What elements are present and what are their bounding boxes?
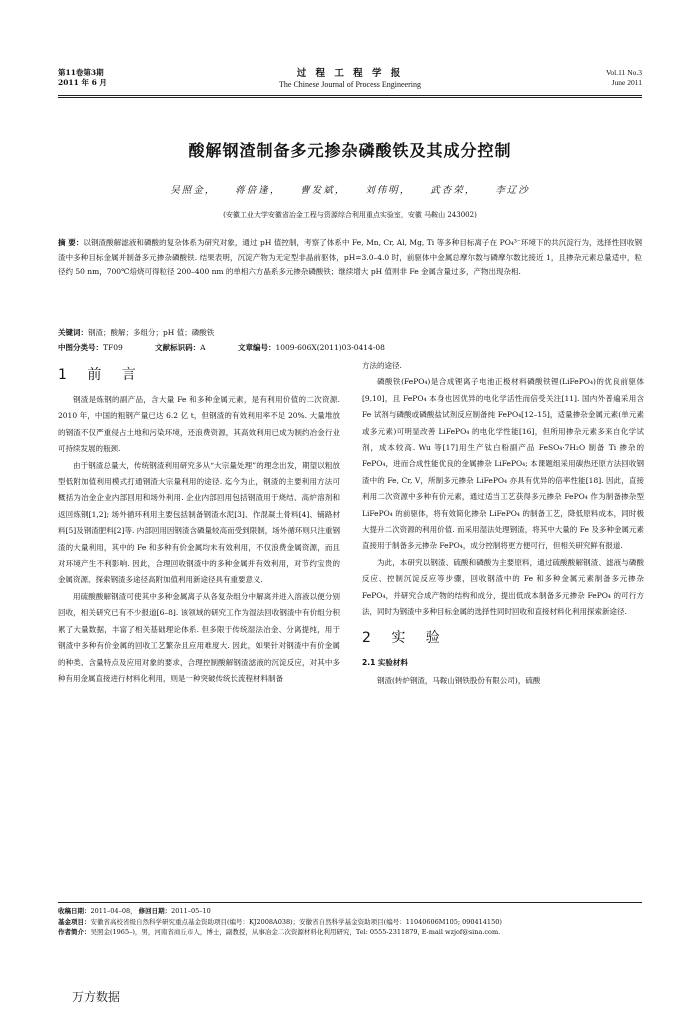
abstract-text: 以钢渣酸解滤液和磷酸的复杂体系为研究对象，通过 pH 值控制，考察了体系中 Fe, Mn, Cr, Al, Mg, Ti 等多种目标离子在 PO₄³⁻环境下的共沉淀行为，选择性回收钢渣中多种目标金属并制备多元掺杂磷酸铁. 结果表明，沉淀产物为无定型非晶前驱体，pH=3.0–4.0 时，前驱体中金属总摩尔数与磷摩尔数比接近 1，且掺杂元素总量适中，粒径约 50 nm，700℃焙烧可得粒径 200–400 nm 的单相六方晶系多元掺杂磷酸铁；继续增大 pH 值则非 Fe 金属含量过多，产物出现杂相.	[58, 238, 642, 276]
received-date: 2011–04–08，	[90, 907, 137, 915]
body-paragraph: 钢渣(转炉钢渣，马鞍山钢铁股份有限公司)，硫酸	[377, 675, 541, 685]
header-right	[606, 68, 642, 88]
fund-text: 安徽省高校省级自然科学研究重点基金资助项目(编号：KJ2008A038)；安徽省自然科学基金资助项目(编号：11040606M105; 090414150)	[90, 917, 502, 926]
keywords-text: 钢渣；酸解；多组分；pH 值；磷酸铁	[88, 328, 215, 337]
article-authors: 吴照金， 蒋倍逢， 曹发斌， 刘伟明， 武杏荣， 李辽沙	[170, 185, 530, 196]
footnote-author	[58, 927, 642, 938]
revised-label: 修回日期：	[138, 907, 172, 915]
date-en: June 2011	[611, 78, 642, 87]
article-no-label: 文章编号：	[237, 342, 276, 352]
header-center	[58, 68, 642, 90]
journal-header	[58, 68, 642, 94]
header-rule-thin	[58, 97, 642, 98]
footer-rule	[58, 902, 642, 903]
volume-issue-en: Vol.11 No.3	[605, 68, 642, 77]
article-title: 酸解钢渣制备多元掺杂磷酸铁及其成分控制	[188, 141, 512, 160]
right-column	[362, 358, 644, 689]
footnote-dates	[58, 906, 642, 917]
abstract-label: 摘 要：	[58, 238, 84, 247]
left-column	[58, 358, 340, 687]
body-paragraph: 方法的途径.	[362, 361, 402, 370]
doc-code-label: 文献标识码：	[155, 342, 201, 352]
body-paragraph: 用硫酸酸解钢渣可使其中多种金属离子从各复杂组分中解离并进入溶液以便分别回收，相关研究已有不少报道[6–8]. 该领域的研究工作为湿法回收钢渣中有价组分积累了大量数据，丰富了相关基础理论体系. 但多限于传统湿法冶金、分离提纯，用于钢渣中多种有价金属的回收工艺繁杂且应用难度大. 因此，如果针对钢渣中有价金属的种类、含量特点及应用对象的要求，合理控制酸解钢渣滤液的沉淀反应，对其中多种有用金属直接进行材料化利用，则是一种突破传统长流程材料制备	[58, 591, 340, 683]
clc-label: 中图分类号：	[58, 342, 103, 352]
header-rule	[58, 95, 642, 96]
doc-code-value: A	[200, 342, 206, 352]
keywords-meta	[58, 326, 642, 355]
body-paragraph: 由于钢渣总量大，传统钢渣利用研究多从“大宗量处理”的理念出发，期望以粗放型低附加值利用模式打通钢渣大宗量利用的途径. 迄今为止，钢渣的主要利用方法可概括为冶金企业内部回用和场外利用. 企业内部回用包括钢渣用于烧结、高炉溶剂和返回炼钢[1,2]; 场外循环利用主要包括制备钢渣水泥[3]、作混凝土骨料[4]、铺路材料[5]及钢渣肥料[2]等. 内部回用因钢渣含磷量较高而受到限制，场外循环则只注重钢渣的大量利用，其中的 Fe 和多种有价金属均未有效利用，不仅浪费金属资源，而且对环境产生不利影响. 因此，合理回收钢渣中的多种金属并有效利用，对节约宝贵的金属资源、探索钢渣多途径高附加值利用新途径具有重要意义.	[58, 460, 340, 585]
journal-name-en: The Chinese Journal of Process Engineering	[279, 80, 421, 89]
body-paragraph: 钢渣是炼钢的副产品，含大量 Fe 和多种金属元素，是有利用价值的二次资源. 2010 年，中国的粗钢产量已达 6.2 亿 t，但钢渣的有效利用率不足 20%. 大量堆放的钢渣不仅严重侵占土地和污染环境，还浪费资源，其高效利用已成为制约冶金行业可持续发展的瓶颈.	[58, 395, 340, 454]
author-bio-text: 吴照金(1965–)，男，河南省商丘市人，博士，副教授，从事冶金二次资源材料化利用研究，Tel: 0555-2311879, E-mail wzjof@sina.com.	[90, 928, 501, 936]
watermark: 万方数据	[72, 990, 121, 1004]
section-heading-intro: 1 前 言	[58, 367, 144, 383]
classification-line	[58, 341, 642, 356]
revised-date: 2011–05–10	[171, 907, 211, 915]
received-label: 收稿日期：	[58, 907, 91, 915]
fund-label: 基金项目：	[58, 917, 91, 926]
keywords-line	[58, 326, 642, 341]
date-zh: 2011 年 6 月	[58, 78, 107, 87]
body-paragraph: 磷酸铁(FePO₄)是合成锂离子电池正极材料磷酸铁锂(LiFePO₄)的优良前驱体[9,10]，且 FePO₄ 本身也因优异的电化学活性而倍受关注[11]. 国内外普遍采用含 Fe 试剂与磷酸或磷酸盐试剂反应制备纯 FePO₄[12–15]，适量掺杂金属元素(单元素或多元素)可明显改善 LiFePO₄ 的电化学性能[16]，但所用掺杂元素多来自化学试剂，成本较高. Wu 等[17]用生产钛白粉副产品 FeSO₄·7H₂O 制备 Ti 掺杂的 FePO₄，进而合成性能优良的金属掺杂 LiFePO₄; 本课题组采用碳热还原方法回收钢渣中的 Fe, Cr, V，所制多元掺杂 LiFePO₄ 亦具有优异的倍率性能[18]. 因此，直接利用二次资源中多种有价元素，通过适当工艺获得多元掺杂 FePO₄ 作为制备掺杂型 LiFePO₄ 的前驱体，将有效简化掺杂 LiFePO₄ 的制备工艺，降低原料成本，同时极大提升二次资源的利用价值. 而采用湿法处理钢渣，将其中大量的 Fe 及多种金属元素直接用于制备多元掺杂 FePO₄，成分控制将更方便可行，但相关研究鲜有报道.	[362, 377, 644, 551]
footnote-block	[58, 906, 642, 938]
volume-issue-zh: 第11卷第3期	[58, 68, 104, 77]
body-paragraph: 为此，本研究以钢渣、硫酸和磷酸为主要原料，通过硫酸酸解钢渣、滤液与磷酸反应、控制沉淀反应等步骤，回收钢渣中的 Fe 和多种金属元素制备多元掺杂 FePO₄，并研究合成产物的结构和成分，提出低成本制备多元掺杂 FePO₄ 的可行方法，同时为钢渣中多种目标金属的选择性同时回收和直接材料化利用探索新途径.	[362, 557, 644, 617]
article-no-value: 1009-606X(2011)03-0414-08	[275, 342, 385, 352]
article-affiliation: (安徽工业大学安徽省冶金工程与资源综合利用重点实验室，安徽 马鞍山 243002)	[223, 211, 477, 219]
section-heading-experiment: 2 实 验	[362, 629, 448, 646]
author-bio-label: 作者简介：	[58, 928, 91, 936]
subsection-heading-materials: 2.1 实验材料	[362, 657, 408, 667]
footnote-fund	[58, 917, 642, 928]
clc-value: TF09	[103, 342, 123, 352]
journal-name-zh: 过 程 工 程 学 报	[296, 68, 404, 79]
keywords-label: 关键词：	[58, 328, 88, 337]
abstract-block	[58, 236, 642, 280]
